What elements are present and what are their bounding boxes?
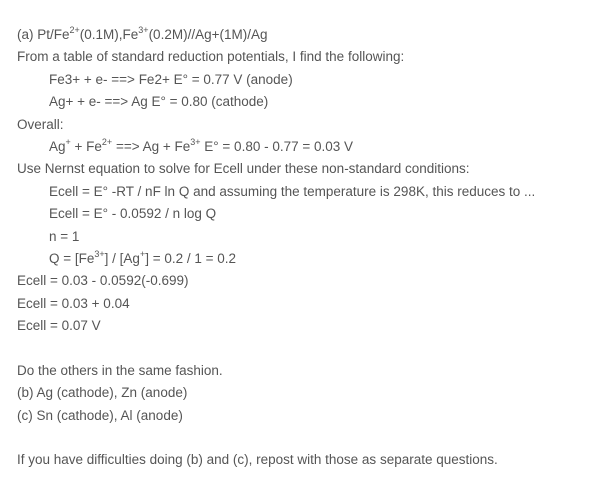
- others-intro: Do the others in the same fashion.: [17, 362, 223, 378]
- title-superscript: 3+: [138, 25, 149, 35]
- answer-body: [17, 24, 602, 472]
- q-value: [17, 248, 602, 270]
- overall-superscript: 3+: [190, 136, 201, 147]
- overall-reaction: [17, 136, 602, 158]
- overall-text: ==> Ag + Fe: [112, 138, 191, 154]
- overall-label: Overall:: [17, 116, 64, 132]
- q-text: Q = [Fe: [49, 250, 95, 266]
- title-text: (0.2M)//Ag+(1M)/Ag: [148, 27, 268, 42]
- nernst-intro: Use Nernst equation to solve for Ecell under these non-standard conditions:: [17, 161, 470, 177]
- intro-text: From a table of standard reduction potentials, I find the following:: [17, 49, 405, 65]
- ecell-step-2: Ecell = 0.03 + 0.04: [17, 295, 130, 311]
- part-b: (b) Ag (cathode), Zn (anode): [17, 385, 188, 401]
- title-superscript: 2+: [69, 25, 80, 35]
- half-reaction-cathode: Ag+ + e- ==> Ag E° = 0.80 (cathode): [49, 94, 269, 110]
- part-c: (c) Sn (cathode), Al (anode): [17, 407, 183, 423]
- title-text: (a) Pt/Fe: [17, 27, 70, 42]
- spacer: [17, 427, 602, 449]
- ecell-result: Ecell = 0.07 V: [17, 318, 101, 334]
- overall-text: Ag: [49, 138, 66, 154]
- q-text: ] = 0.2 / 1 = 0.2: [145, 250, 237, 266]
- n-value: n = 1: [49, 228, 80, 244]
- q-superscript: 3+: [94, 248, 105, 259]
- spacer: [17, 337, 602, 359]
- half-reaction-anode: Fe3+ + e- ==> Fe2+ E° = 0.77 V (anode): [49, 71, 293, 87]
- closing-note: If you have difficulties doing (b) and (c), repost with those as separate questions.: [17, 452, 498, 468]
- q-text: ] / [Ag: [104, 250, 140, 266]
- overall-text: E° = 0.80 - 0.77 = 0.03 V: [200, 138, 354, 154]
- ecell-step-1: Ecell = 0.03 - 0.0592(-0.699): [17, 273, 189, 289]
- overall-text: + Fe: [70, 138, 102, 154]
- part-a-title: [17, 24, 602, 46]
- title-text: (0.1M),Fe: [79, 27, 139, 42]
- nernst-equation: Ecell = E° -RT / nF ln Q and assuming the temperature is 298K, this reduces to ...: [49, 183, 536, 199]
- q-superscript: +: [139, 248, 146, 259]
- nernst-simplified: Ecell = E° - 0.0592 / n log Q: [49, 206, 217, 222]
- overall-superscript: 2+: [101, 136, 113, 147]
- overall-superscript: +: [65, 136, 71, 147]
